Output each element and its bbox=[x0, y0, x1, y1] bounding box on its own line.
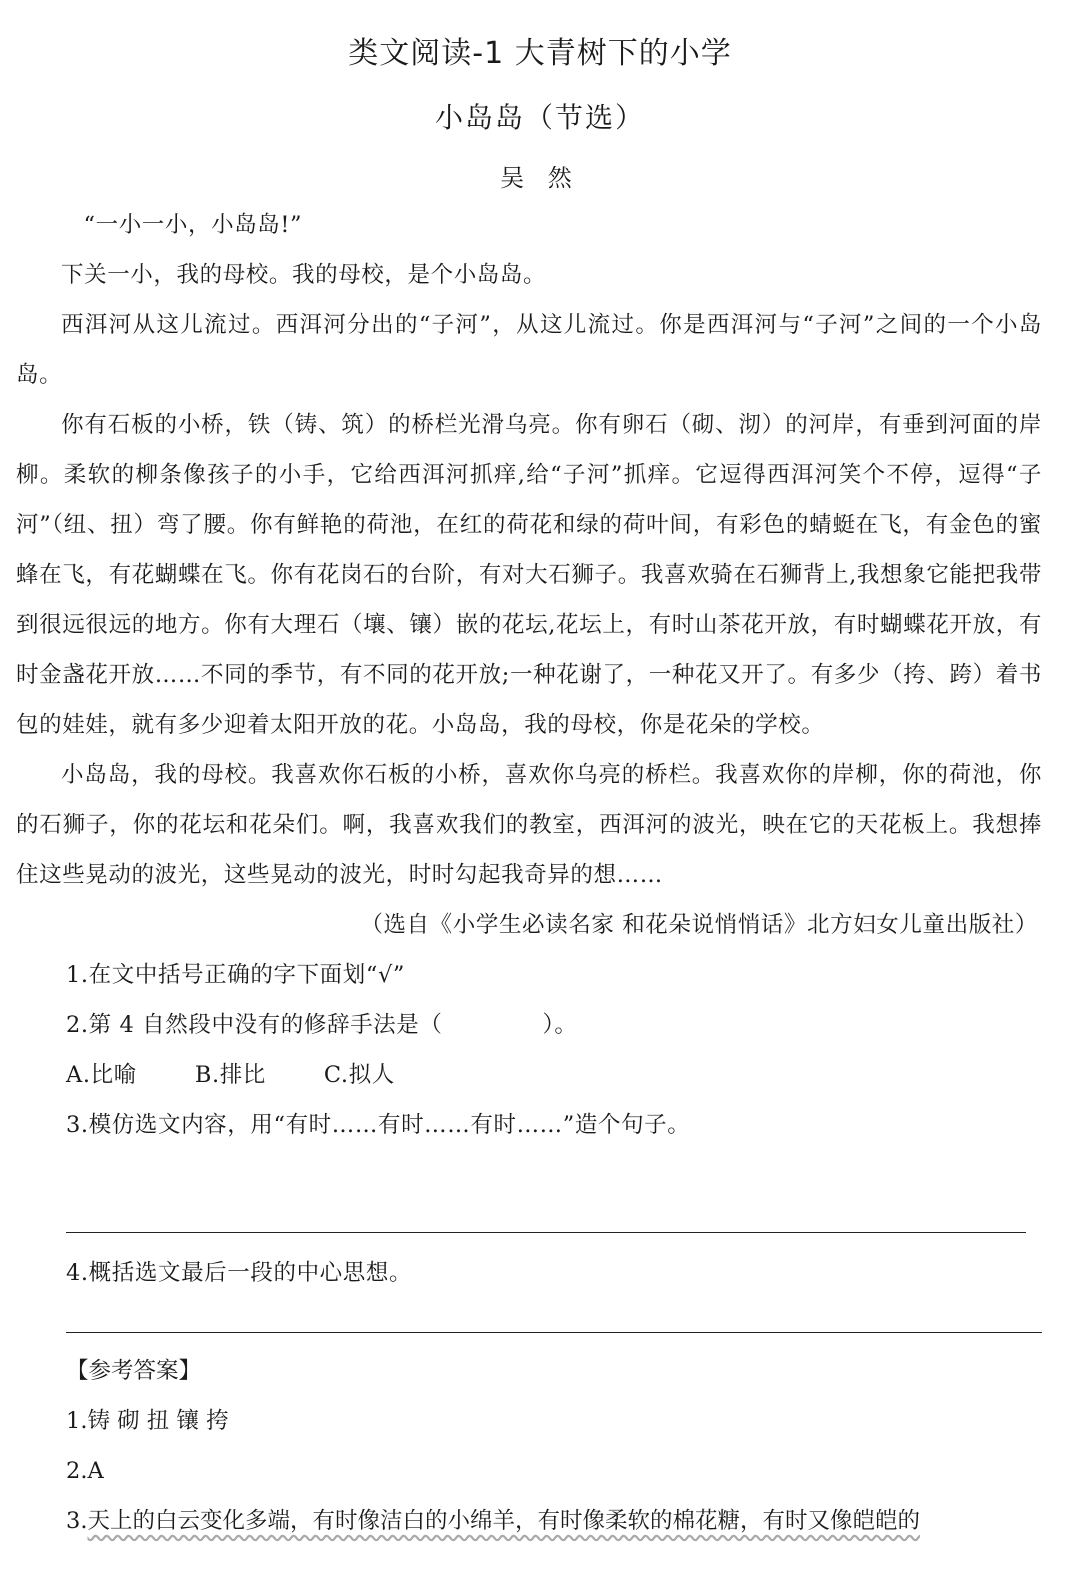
answer-2: 2.A bbox=[66, 1458, 104, 1484]
source-citation: （选自《小学生必读名家 和花朵说悄悄话》北方妇女儿童出版社） bbox=[360, 912, 1038, 938]
article-body bbox=[16, 200, 1042, 1150]
answer-1: 1.铸 砌 扭 镶 挎 bbox=[66, 1408, 229, 1434]
answer-3 bbox=[16, 1496, 1042, 1546]
paragraph: 西洱河从这儿流过。西洱河分出的“子河”，从这儿流过。你是西洱河与“子河”之间的一个小岛岛。 bbox=[16, 312, 1042, 388]
question-2-text: 2.第 4 自然段中没有的修辞手法是（ bbox=[66, 1012, 443, 1038]
paragraph: 你有石板的小桥，铁（铸、筑）的桥栏光滑乌亮。你有卵石（砌、沏）的河岸，有垂到河面的岸柳。柔软的柳条像孩子的小手，它给西洱河抓痒,给“子河”抓痒。它逗得西洱河笑个不停，逗得“子河”（纽、扭）弯了腰。你有鲜艳的荷池，在红的荷花和绿的荷叶间，有彩色的蜻蜓在飞，有金色的蜜蜂在飞，有花蝴蝶在飞。你有花岗石的台阶，有对大石狮子。我喜欢骑在石狮背上,我想象它能把我带到很远很远的地方。你有大理石（壤、镶）嵌的花坛,花坛上，有时山茶花开放，有时蝴蝶花开放，有时金盏花开放……不同的季节，有不同的花开放;一种花谢了，一种花又开了。有多少（挎、跨）着书包的娃娃，就有多少迎着太阳开放的花。小岛岛，我的母校，你是花朵的学校。 bbox=[16, 412, 1042, 738]
paragraph: 小岛岛，我的母校。我喜欢你石板的小桥，喜欢你乌亮的桥栏。我喜欢你的岸柳，你的荷池，你的石狮子，你的花坛和花朵们。啊，我喜欢我们的教室，西洱河的波光，映在它的天花板上。我想捧住这些晃动的波光，这些晃动的波光，时时勾起我奇异的想…… bbox=[16, 762, 1042, 888]
question-2-close: ）。 bbox=[542, 1012, 578, 1038]
option-b[interactable]: B.排比 bbox=[194, 1062, 266, 1088]
question-3: 3.模仿选文内容，用“有时……有时……有时……”造个句子。 bbox=[66, 1112, 691, 1138]
reference-answers bbox=[16, 1346, 1042, 1546]
answer-line-4[interactable] bbox=[66, 1332, 1042, 1333]
question-1: 1.在文中括号正确的字下面划“√” bbox=[66, 962, 406, 988]
article-title: 小岛岛（节选） bbox=[434, 101, 645, 134]
answer-3-number: 3. bbox=[66, 1508, 88, 1534]
paragraph: 下关一小，我的母校。我的母校，是个小岛岛。 bbox=[61, 262, 547, 288]
option-a[interactable]: A.比喻 bbox=[66, 1062, 137, 1088]
option-c[interactable]: C.拟人 bbox=[323, 1062, 395, 1088]
author: 吴 然 bbox=[500, 164, 580, 192]
question-4: 4.概括选文最后一段的中心思想。 bbox=[66, 1260, 413, 1286]
answers-heading: 【参考答案】 bbox=[66, 1358, 202, 1384]
page-title: 类文阅读-1 大青树下的小学 bbox=[348, 36, 732, 71]
question-2 bbox=[16, 1000, 1042, 1050]
question-2-options bbox=[16, 1050, 1042, 1100]
paragraph: “一小一小，小岛岛!” bbox=[83, 212, 303, 238]
answer-3-text: 天上的白云变化多端，有时像洁白的小绵羊，有时像柔软的棉花糖，有时又像皑皑的 bbox=[87, 1508, 920, 1534]
answer-line-3[interactable] bbox=[66, 1232, 1026, 1233]
